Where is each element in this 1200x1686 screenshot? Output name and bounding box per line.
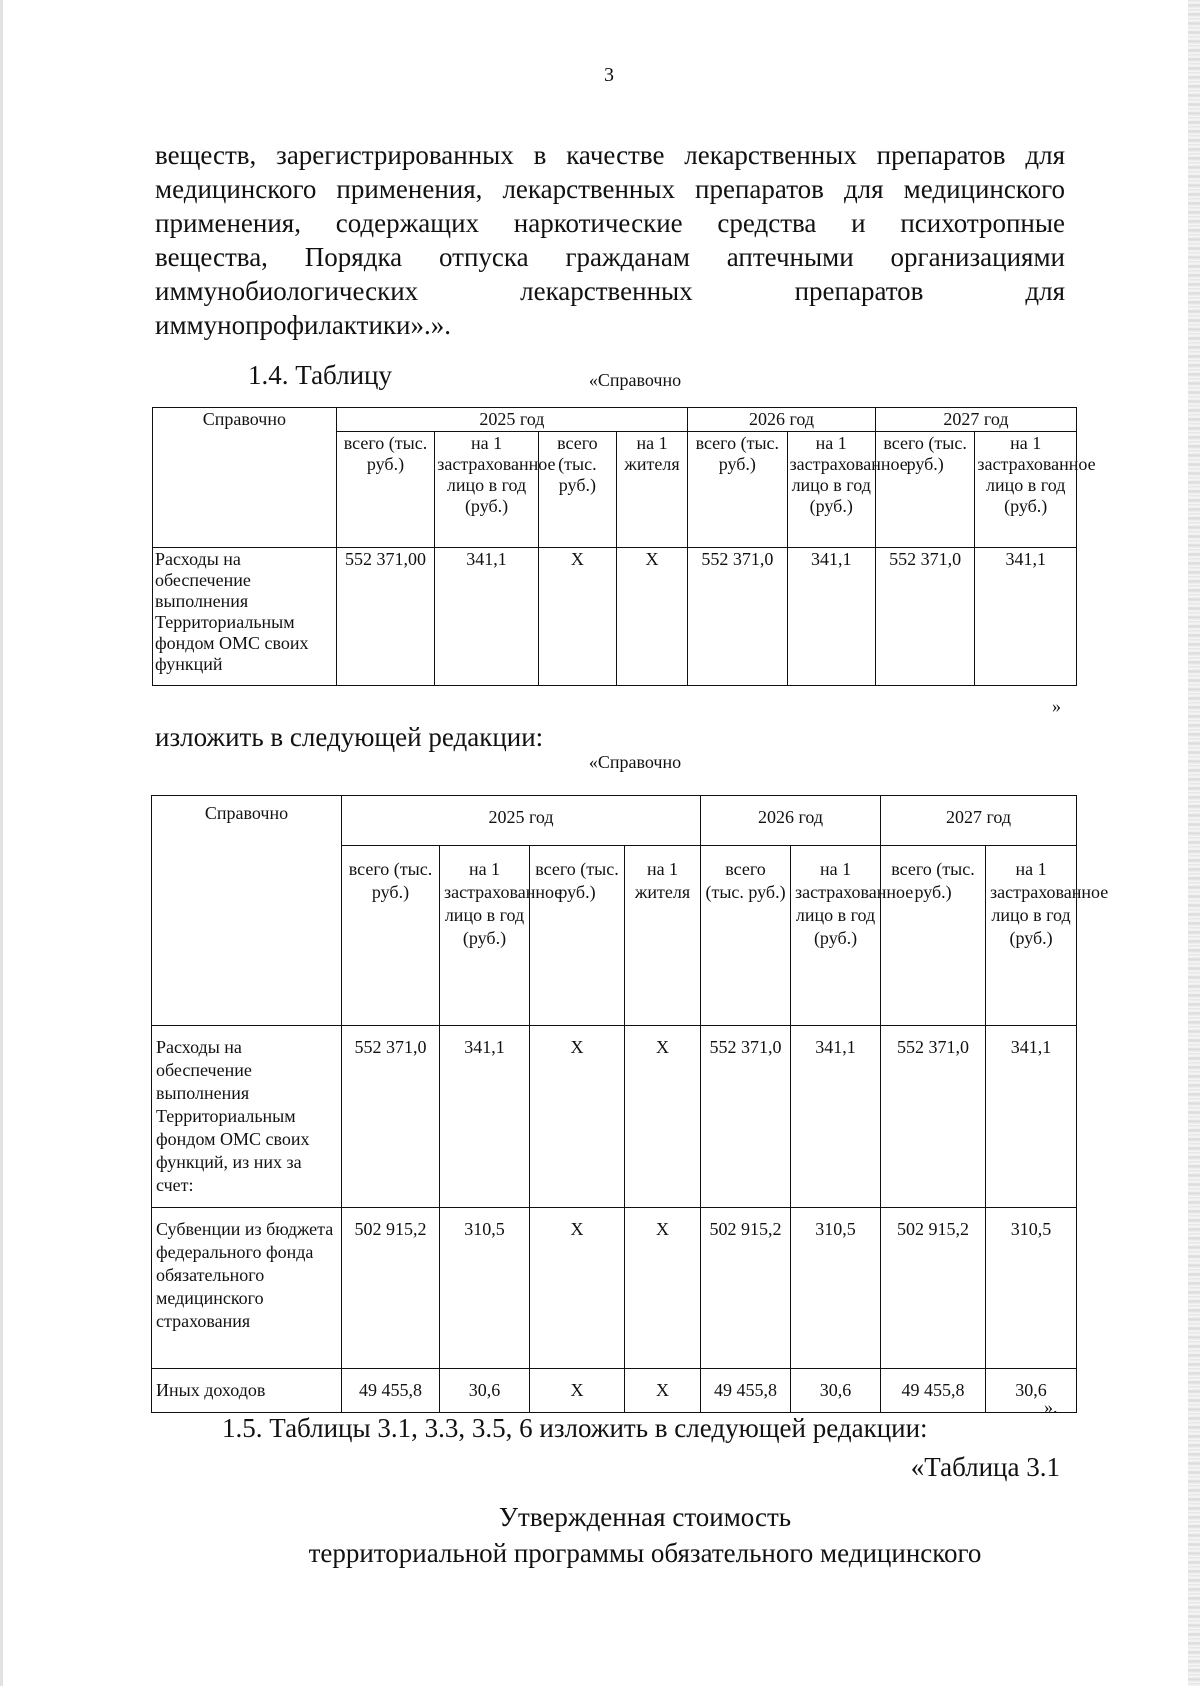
table-new-subheader: всего (тыс. руб.)	[342, 846, 440, 1026]
table-cell: 49 455,8	[701, 1369, 791, 1413]
table-old-year: 2025 год	[336, 408, 687, 432]
table-cell: 30,6	[986, 1369, 1077, 1413]
row-label: Иных доходов	[152, 1369, 342, 1413]
table-old-subheader: на 1 жителя	[616, 432, 687, 548]
table-cell: Х	[625, 1369, 701, 1413]
table-cell: Х	[538, 548, 616, 686]
intro-line: иммунобиологических лекарственных препаратов для	[155, 276, 1065, 306]
table-old-year: 2027 год	[875, 408, 1076, 432]
table-new-corner: Справочно	[152, 796, 342, 1026]
table-old	[152, 407, 1096, 686]
scan-edge-right	[1188, 0, 1200, 1686]
section-1-5-text: 1.5. Таблицы 3.1, 3.3, 3.5, 6 изложить в следующей редакции:	[222, 1413, 928, 1443]
page-number: 3	[604, 64, 614, 86]
table-new-subheader: на 1 застрахованное лицо в год (руб.)	[986, 846, 1077, 1026]
table-cell: 341,1	[435, 548, 539, 686]
table-old-caption: «Справочно	[588, 370, 682, 390]
table-cell: Х	[625, 1026, 701, 1208]
table-cell: 552 371,0	[701, 1026, 791, 1208]
table-cell: 552 371,0	[881, 1026, 986, 1208]
intro-line: иммунопрофилактики».».	[155, 310, 451, 340]
table-cell: Х	[625, 1208, 701, 1369]
table-new-year: 2025 год	[342, 796, 701, 846]
intro-line: применения, содержащих наркотические средства и психотропные	[155, 208, 1065, 238]
table-old-subheader: на 1 застрахованное лицо в год (руб.)	[787, 432, 875, 548]
table-old-corner: Справочно	[153, 408, 337, 548]
table-old-subheader: на 1 застрахованное лицо в год (руб.)	[435, 432, 539, 548]
table-new-year: 2027 год	[881, 796, 1077, 846]
table-cell: 341,1	[986, 1026, 1077, 1208]
table-cell: 310,5	[986, 1208, 1077, 1369]
table-cell: 341,1	[975, 548, 1077, 686]
table-cell: Х	[616, 548, 687, 686]
table-old-year: 2026 год	[688, 408, 876, 432]
scan-edge-left	[0, 0, 3, 1686]
row-label: Расходы на обеспечение выполнения Территориальным фондом ОМС своих функций	[153, 548, 337, 686]
table-old-closing-quote: »	[1052, 696, 1061, 716]
table-new-subheader: всего (тыс. руб.)	[881, 846, 986, 1026]
table-old-subheader: всего (тыс. руб.)	[336, 432, 434, 548]
table-cell: 552 371,0	[342, 1026, 440, 1208]
table-cell: 341,1	[787, 548, 875, 686]
table-cell: Х	[530, 1369, 625, 1413]
intro-paragraph	[155, 138, 1065, 342]
table-cell: 502 915,2	[881, 1208, 986, 1369]
table-row	[152, 1026, 1077, 1208]
intro-line: медицинского применения, лекарственных препаратов для медицинского	[155, 174, 1065, 204]
table-new-subheader: на 1 застрахованное лицо в год (руб.)	[440, 846, 530, 1026]
table-old-subheader: всего (тыс. руб.)	[538, 432, 616, 548]
table-cell: 341,1	[440, 1026, 530, 1208]
table-cell: 49 455,8	[342, 1369, 440, 1413]
table-cell: 30,6	[791, 1369, 881, 1413]
table-cell: 310,5	[440, 1208, 530, 1369]
intro-line: вещества, Порядка отпуска гражданам аптечными организациями	[155, 242, 1065, 272]
table-cell: 502 915,2	[342, 1208, 440, 1369]
table-new-closing-quote: ».	[1044, 1397, 1058, 1417]
table-cell: 552 371,0	[875, 548, 975, 686]
row-label: Расходы на обеспечение выполнения Территориальным фондом ОМС своих функций, из них за счет:	[152, 1026, 342, 1208]
table-old-subheader: всего (тыс. руб.)	[688, 432, 788, 548]
document-title-line: территориальной программы обязательного медицинского	[308, 1538, 982, 1568]
table-cell: 552 371,00	[336, 548, 434, 686]
table-cell: 341,1	[791, 1026, 881, 1208]
document-title-line: Утвержденная стоимость	[498, 1502, 792, 1532]
table-new-subheader: всего (тыс. руб.)	[530, 846, 625, 1026]
table-row	[152, 1369, 1077, 1413]
table-cell: 502 915,2	[701, 1208, 791, 1369]
table-cell: 310,5	[791, 1208, 881, 1369]
table-new-year: 2026 год	[701, 796, 881, 846]
table-old-subheader: на 1 застрахованное лицо в год (руб.)	[975, 432, 1077, 548]
table-cell: 552 371,0	[688, 548, 788, 686]
table-new-caption: «Справочно	[588, 752, 682, 772]
table-new-subheader: на 1 жителя	[625, 846, 701, 1026]
table-cell: Х	[530, 1026, 625, 1208]
table-3-1-label: «Таблица 3.1	[910, 1452, 1060, 1482]
table-row	[153, 548, 1077, 686]
table-old-subheader: всего (тыс. руб.)	[875, 432, 975, 548]
table-new-subheader: на 1 застрахованное лицо в год (руб.)	[791, 846, 881, 1026]
table-new-subheader: всего (тыс. руб.)	[701, 846, 791, 1026]
table-row	[152, 1208, 1077, 1369]
row-label: Субвенции из бюджета федерального фонда обязательного медицинского страхования	[152, 1208, 342, 1369]
intro-line: веществ, зарегистрированных в качестве лекарственных препаратов для	[155, 140, 1065, 170]
table-cell: Х	[530, 1208, 625, 1369]
table-cell: 49 455,8	[881, 1369, 986, 1413]
section-1-4-heading: 1.4. Таблицу	[248, 360, 392, 390]
redakcii-text: изложить в следующей редакции:	[155, 722, 544, 752]
table-cell: 30,6	[440, 1369, 530, 1413]
table-new	[151, 795, 1109, 1413]
